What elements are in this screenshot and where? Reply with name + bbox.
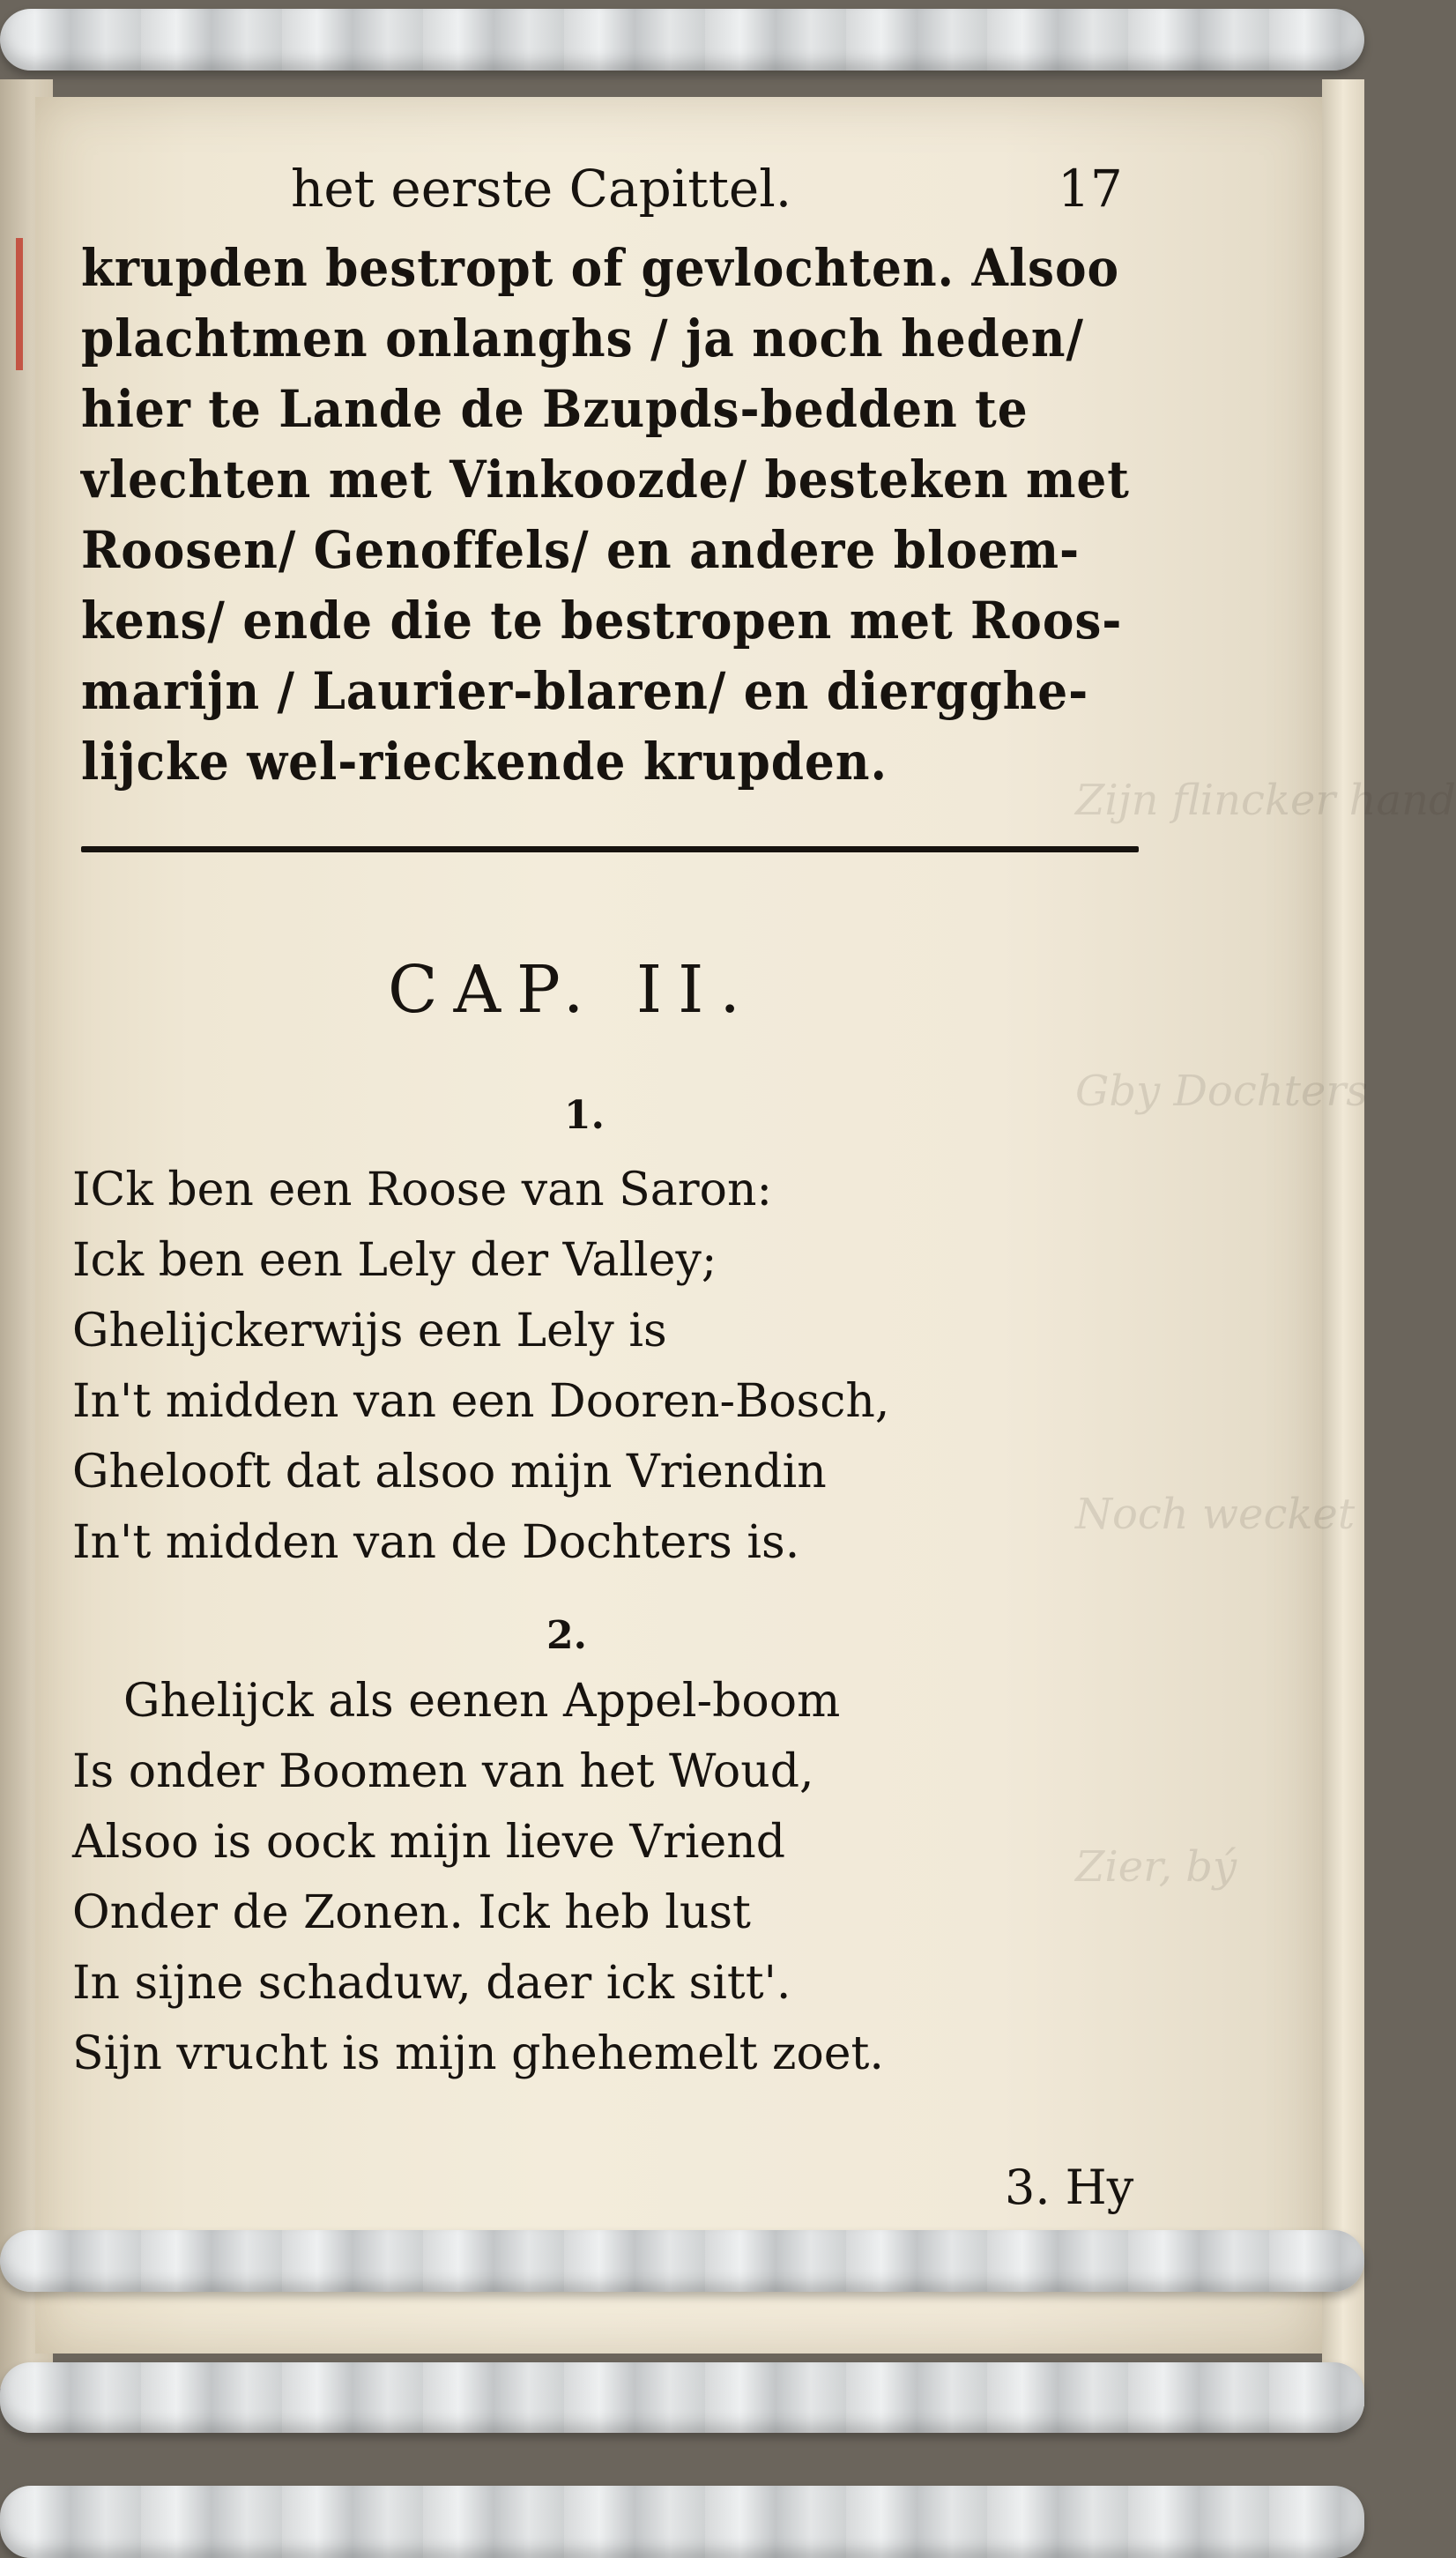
binding-cord-bottom — [0, 2486, 1364, 2558]
page-edges — [1322, 79, 1364, 2406]
verse-line: In't midden van de Dochters is. — [72, 1516, 800, 1569]
red-edge-mark — [16, 238, 23, 370]
show-through-text: Noch wecket — [1075, 1490, 1356, 1539]
verse-line: ICk ben een Roose van Saron: — [72, 1164, 772, 1216]
verse-line: Ghelijckerwijs een Lely is — [72, 1305, 667, 1357]
verse-line: Is onder Boomen van het Woud, — [72, 1745, 814, 1798]
binding-cord-bottom — [0, 2362, 1364, 2433]
verse-line: Ick ben een Lely der Valley; — [72, 1234, 717, 1287]
catchword: 3. Hy — [1005, 2160, 1134, 2215]
show-through-text: Zijn flincker hand — [1075, 776, 1456, 825]
verse-line: Sijn vrucht is mijn ghehemelt zoet. — [72, 2027, 884, 2080]
show-through-text: Gby Dochters — [1075, 1067, 1368, 1116]
paragraph-line: Roosen/ Genoffels/ en andere bloem- — [81, 520, 1081, 580]
verse-line: Ghelooft dat alsoo mijn Vriendin — [72, 1446, 827, 1498]
verse-line: Alsoo is oock mijn lieve Vriend — [72, 1816, 786, 1869]
verse-line: Ghelijck als eenen Appel-boom — [123, 1675, 841, 1728]
verse-number: 1. — [564, 1093, 605, 1138]
verse-line: In't midden van een Dooren-Bosch, — [72, 1375, 890, 1428]
verse-line: Onder de Zonen. Ick heb lust — [72, 1886, 751, 1939]
paragraph-line: vlechten met Vinkoozde/ besteken met — [81, 450, 1130, 509]
paragraph-line: lijcke wel-rieckende krupden. — [81, 732, 888, 792]
paragraph-line: marijn / Laurier-blaren/ en diergghe- — [81, 661, 1089, 721]
paragraph-line: kens/ ende die te bestropen met Roos- — [81, 591, 1123, 651]
binding-cord-bottom — [0, 2230, 1364, 2292]
binding-cord-top — [0, 9, 1364, 71]
chapter-heading: CAP. II. — [388, 952, 756, 1028]
show-through-text: Zier, bý — [1075, 1842, 1237, 1892]
verse-line: In sijne schaduw, daer ick sitt'. — [72, 1957, 791, 2010]
paragraph-line: hier te Lande de Bzupds-bedden te — [81, 379, 1029, 439]
running-header: het eerste Capittel. — [291, 159, 792, 219]
verse-number: 2. — [546, 1613, 587, 1658]
section-divider — [81, 846, 1139, 852]
paragraph-line: krupden bestropt of gevlochten. Alsoo — [81, 238, 1120, 298]
page-number: 17 — [1058, 159, 1123, 219]
paragraph-line: plachtmen onlanghs / ja noch heden/ — [81, 309, 1084, 368]
